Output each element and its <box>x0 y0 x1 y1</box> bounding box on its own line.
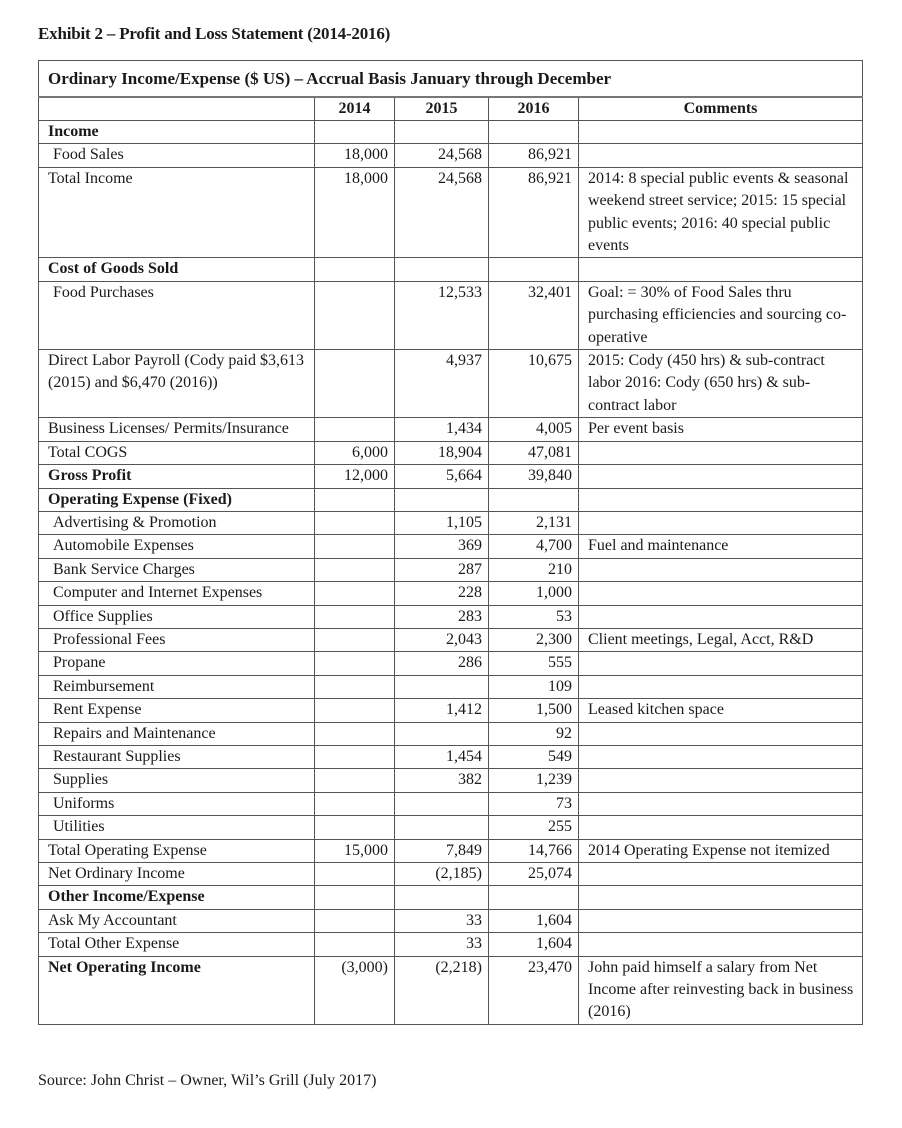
value-2015: 287 <box>395 558 489 581</box>
row-label: Net Ordinary Income <box>39 863 315 886</box>
row-comment: 2015: Cody (450 hrs) & sub-contract labor 2016: Cody (650 hrs) & sub-contract labor <box>579 350 863 418</box>
header-comments: Comments <box>579 97 863 121</box>
row-comment <box>579 722 863 745</box>
table-row <box>39 956 863 1024</box>
row-comment: Fuel and maintenance <box>579 535 863 558</box>
value-2014 <box>315 909 395 932</box>
value-2014 <box>315 769 395 792</box>
row-comment: John paid himself a salary from Net Income after reinvesting back in business (2016) <box>579 956 863 1024</box>
value-2015: 286 <box>395 652 489 675</box>
value-2016: 47,081 <box>489 441 579 464</box>
row-comment <box>579 465 863 488</box>
value-2015 <box>395 258 489 281</box>
table-row <box>39 839 863 862</box>
value-2016: 92 <box>489 722 579 745</box>
row-label: Rent Expense <box>39 699 315 722</box>
row-comment <box>579 121 863 144</box>
row-comment <box>579 792 863 815</box>
value-2015: 5,664 <box>395 465 489 488</box>
value-2016: 25,074 <box>489 863 579 886</box>
row-label: Food Purchases <box>39 281 315 349</box>
row-label: Food Sales <box>39 144 315 167</box>
row-label: Automobile Expenses <box>39 535 315 558</box>
row-label: Office Supplies <box>39 605 315 628</box>
row-label: Operating Expense (Fixed) <box>39 488 315 511</box>
value-2014 <box>315 933 395 956</box>
row-label: Reimbursement <box>39 675 315 698</box>
row-label: Business Licenses/ Permits/Insurance <box>39 418 315 441</box>
value-2015: 1,105 <box>395 511 489 534</box>
value-2014 <box>315 511 395 534</box>
value-2014 <box>315 675 395 698</box>
value-2016: 86,921 <box>489 144 579 167</box>
table-row <box>39 121 863 144</box>
value-2014 <box>315 350 395 418</box>
value-2016 <box>489 488 579 511</box>
header-label <box>39 97 315 121</box>
table-row <box>39 605 863 628</box>
table-row <box>39 863 863 886</box>
value-2014: 18,000 <box>315 144 395 167</box>
header-2016: 2016 <box>489 97 579 121</box>
table-row <box>39 281 863 349</box>
row-label: Bank Service Charges <box>39 558 315 581</box>
value-2015 <box>395 121 489 144</box>
value-2014 <box>315 605 395 628</box>
table-row <box>39 722 863 745</box>
value-2016: 555 <box>489 652 579 675</box>
table-row <box>39 488 863 511</box>
table-row <box>39 933 863 956</box>
value-2016: 53 <box>489 605 579 628</box>
row-label: Other Income/Expense <box>39 886 315 909</box>
value-2015: 1,454 <box>395 745 489 768</box>
value-2014: 15,000 <box>315 839 395 862</box>
value-2015: 7,849 <box>395 839 489 862</box>
table-caption-row <box>39 61 863 98</box>
row-label: Computer and Internet Expenses <box>39 582 315 605</box>
value-2015: 12,533 <box>395 281 489 349</box>
row-label: Advertising & Promotion <box>39 511 315 534</box>
source-note: Source: John Christ – Owner, Wil’s Grill (July 2017) <box>38 1072 377 1089</box>
value-2015: 33 <box>395 909 489 932</box>
value-2014 <box>315 816 395 839</box>
value-2016: 1,239 <box>489 769 579 792</box>
value-2014 <box>315 121 395 144</box>
row-comment <box>579 488 863 511</box>
row-label: Supplies <box>39 769 315 792</box>
value-2014 <box>315 628 395 651</box>
exhibit-title: Exhibit 2 – Profit and Loss Statement (2014-2016) <box>38 24 391 43</box>
table-row <box>39 909 863 932</box>
value-2016: 1,604 <box>489 909 579 932</box>
value-2016: 86,921 <box>489 167 579 258</box>
row-label: Restaurant Supplies <box>39 745 315 768</box>
table-row <box>39 144 863 167</box>
table-caption: Ordinary Income/Expense ($ US) – Accrual Basis January through December <box>39 61 863 98</box>
value-2015 <box>395 675 489 698</box>
value-2014 <box>315 488 395 511</box>
row-comment <box>579 769 863 792</box>
row-label: Cost of Goods Sold <box>39 258 315 281</box>
value-2015: 369 <box>395 535 489 558</box>
table-row <box>39 350 863 418</box>
row-label: Professional Fees <box>39 628 315 651</box>
value-2015: (2,218) <box>395 956 489 1024</box>
row-comment <box>579 258 863 281</box>
value-2015 <box>395 886 489 909</box>
row-comment <box>579 582 863 605</box>
value-2015: 24,568 <box>395 167 489 258</box>
value-2015 <box>395 488 489 511</box>
value-2015: 228 <box>395 582 489 605</box>
table-row <box>39 441 863 464</box>
table-row <box>39 167 863 258</box>
table-header-row <box>39 97 863 121</box>
value-2014: (3,000) <box>315 956 395 1024</box>
value-2014 <box>315 582 395 605</box>
value-2016: 39,840 <box>489 465 579 488</box>
table-row <box>39 745 863 768</box>
row-comment: 2014 Operating Expense not itemized <box>579 839 863 862</box>
value-2015: 18,904 <box>395 441 489 464</box>
row-label: Total Other Expense <box>39 933 315 956</box>
table-row <box>39 699 863 722</box>
row-comment <box>579 144 863 167</box>
row-comment <box>579 511 863 534</box>
row-comment: Leased kitchen space <box>579 699 863 722</box>
row-label: Propane <box>39 652 315 675</box>
value-2016: 2,300 <box>489 628 579 651</box>
row-comment <box>579 745 863 768</box>
row-label: Total Operating Expense <box>39 839 315 862</box>
value-2016: 73 <box>489 792 579 815</box>
row-label: Uniforms <box>39 792 315 815</box>
row-comment: 2014: 8 special public events & seasonal weekend street service; 2015: 15 special public events; 2016: 40 special public events <box>579 167 863 258</box>
table-row <box>39 418 863 441</box>
row-comment <box>579 909 863 932</box>
value-2016: 1,000 <box>489 582 579 605</box>
table-row <box>39 675 863 698</box>
value-2016: 210 <box>489 558 579 581</box>
table-row <box>39 558 863 581</box>
row-comment <box>579 652 863 675</box>
row-comment <box>579 558 863 581</box>
value-2016: 14,766 <box>489 839 579 862</box>
value-2015: (2,185) <box>395 863 489 886</box>
value-2016: 549 <box>489 745 579 768</box>
header-2014: 2014 <box>315 97 395 121</box>
value-2015: 24,568 <box>395 144 489 167</box>
value-2014 <box>315 258 395 281</box>
row-comment <box>579 816 863 839</box>
value-2016: 23,470 <box>489 956 579 1024</box>
row-label: Gross Profit <box>39 465 315 488</box>
value-2014 <box>315 745 395 768</box>
table-row <box>39 792 863 815</box>
value-2014: 12,000 <box>315 465 395 488</box>
profit-loss-table <box>38 60 863 1025</box>
value-2014 <box>315 863 395 886</box>
row-comment: Per event basis <box>579 418 863 441</box>
row-label: Ask My Accountant <box>39 909 315 932</box>
value-2014 <box>315 418 395 441</box>
row-label: Direct Labor Payroll (Cody paid $3,613 (2015) and $6,470 (2016)) <box>39 350 315 418</box>
table-row <box>39 652 863 675</box>
value-2015: 382 <box>395 769 489 792</box>
row-comment <box>579 933 863 956</box>
value-2014: 6,000 <box>315 441 395 464</box>
value-2014 <box>315 535 395 558</box>
value-2014: 18,000 <box>315 167 395 258</box>
row-comment <box>579 886 863 909</box>
table-row <box>39 886 863 909</box>
value-2014 <box>315 652 395 675</box>
value-2015: 2,043 <box>395 628 489 651</box>
value-2014 <box>315 792 395 815</box>
table-row <box>39 582 863 605</box>
row-label: Total Income <box>39 167 315 258</box>
value-2015: 33 <box>395 933 489 956</box>
value-2016: 32,401 <box>489 281 579 349</box>
value-2015: 4,937 <box>395 350 489 418</box>
row-label: Income <box>39 121 315 144</box>
row-comment: Client meetings, Legal, Acct, R&D <box>579 628 863 651</box>
row-comment: Goal: = 30% of Food Sales thru purchasing efficiencies and sourcing co-operative <box>579 281 863 349</box>
row-label: Utilities <box>39 816 315 839</box>
value-2016: 255 <box>489 816 579 839</box>
table-row <box>39 816 863 839</box>
table-row <box>39 258 863 281</box>
row-label: Net Operating Income <box>39 956 315 1024</box>
table-row <box>39 465 863 488</box>
value-2016: 109 <box>489 675 579 698</box>
value-2014 <box>315 281 395 349</box>
value-2015 <box>395 722 489 745</box>
value-2015 <box>395 816 489 839</box>
row-label: Repairs and Maintenance <box>39 722 315 745</box>
value-2016 <box>489 258 579 281</box>
value-2016: 4,005 <box>489 418 579 441</box>
value-2014 <box>315 558 395 581</box>
row-comment <box>579 675 863 698</box>
value-2015 <box>395 792 489 815</box>
value-2014 <box>315 699 395 722</box>
value-2016: 2,131 <box>489 511 579 534</box>
row-comment <box>579 605 863 628</box>
row-label: Total COGS <box>39 441 315 464</box>
value-2015: 1,434 <box>395 418 489 441</box>
value-2016: 1,604 <box>489 933 579 956</box>
value-2014 <box>315 886 395 909</box>
value-2016: 4,700 <box>489 535 579 558</box>
table-row <box>39 628 863 651</box>
row-comment <box>579 863 863 886</box>
table-row <box>39 511 863 534</box>
table-row <box>39 535 863 558</box>
value-2016: 1,500 <box>489 699 579 722</box>
value-2016 <box>489 121 579 144</box>
value-2016: 10,675 <box>489 350 579 418</box>
row-comment <box>579 441 863 464</box>
value-2014 <box>315 722 395 745</box>
value-2015: 283 <box>395 605 489 628</box>
table-row <box>39 769 863 792</box>
value-2015: 1,412 <box>395 699 489 722</box>
value-2016 <box>489 886 579 909</box>
header-2015: 2015 <box>395 97 489 121</box>
